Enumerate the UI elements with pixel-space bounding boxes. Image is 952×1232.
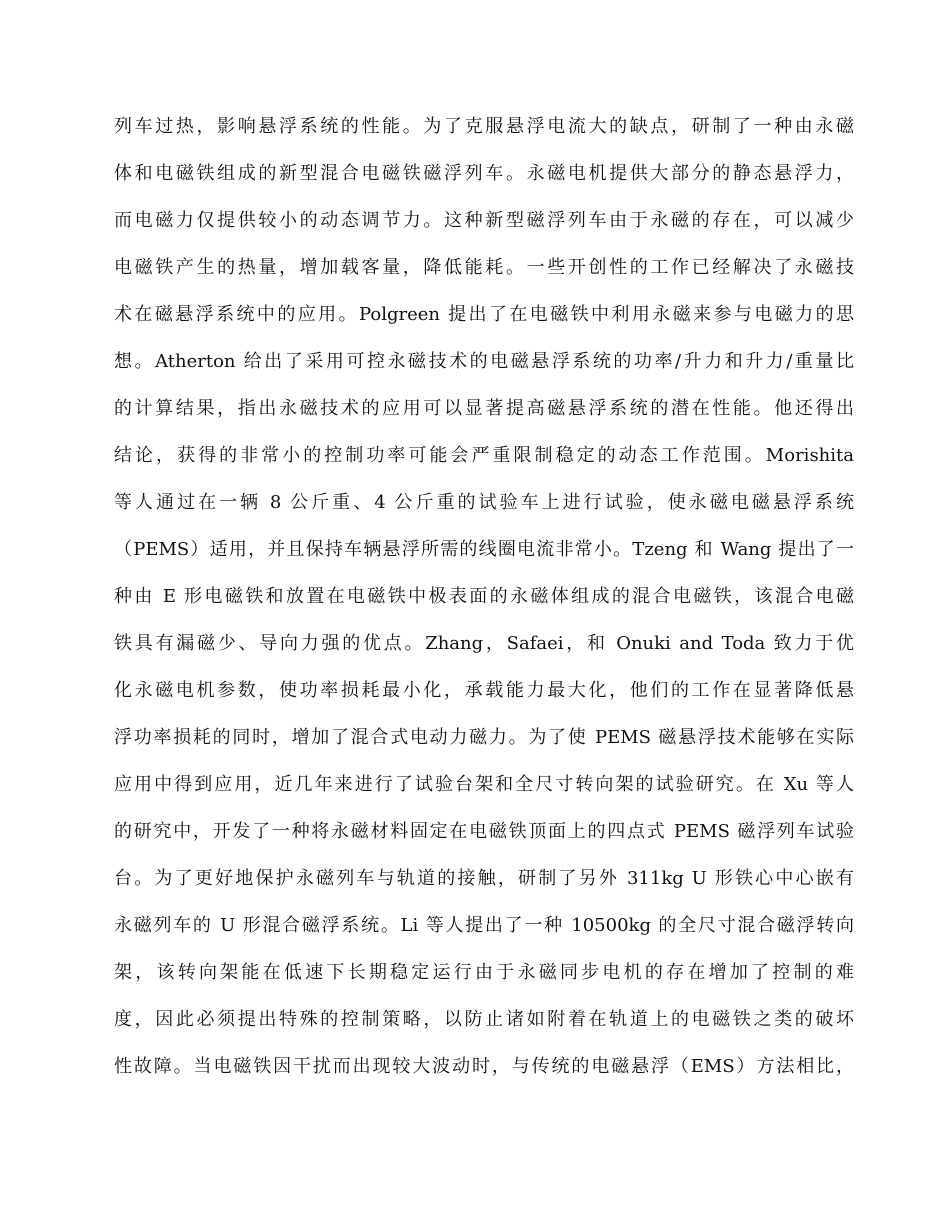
text-line: 化永磁电机参数，使功率损耗最小化，承载能力最大化，他们的工作在显著降低悬 xyxy=(114,680,854,701)
text-line: 列车过热，影响悬浮系统的性能。为了克服悬浮电流大的缺点，研制了一种由永磁 xyxy=(114,116,854,137)
text-line: 铁具有漏磁少、导向力强的优点。Zhang，Safaei，和 Onuki and Toda 致力于优 xyxy=(114,633,854,654)
text-line: 浮功率损耗的同时，增加了混合式电动力磁力。为了使 PEMS 磁悬浮技术能够在实际 xyxy=(114,727,854,748)
text-line: （PEMS）适用，并且保持车辆悬浮所需的线圈电流非常小。Tzeng 和 Wang 提出了一 xyxy=(114,539,854,560)
text-line: 台。为了更好地保护永磁列车与轨道的接触，研制了另外 311kg U 形铁心中心嵌有 xyxy=(114,868,854,889)
text-line: 而电磁力仅提供较小的动态调节力。这种新型磁浮列车由于永磁的存在，可以减少 xyxy=(114,210,854,231)
text-line: 的计算结果，指出永磁技术的应用可以显著提高磁悬浮系统的潜在性能。他还得出 xyxy=(114,398,854,419)
text-line: 度，因此必须提出特殊的控制策略，以防止诸如附着在轨道上的电磁铁之类的破坏 xyxy=(114,1009,854,1030)
text-line: 等人通过在一辆 8 公斤重、4 公斤重的试验车上进行试验，使永磁电磁悬浮系统 xyxy=(114,492,854,513)
text-line: 种由 E 形电磁铁和放置在电磁铁中极表面的永磁体组成的混合电磁铁，该混合电磁 xyxy=(114,586,854,607)
text-line: 电磁铁产生的热量，增加载客量，降低能耗。一些开创性的工作已经解决了永磁技 xyxy=(114,257,854,278)
text-line: 想。Atherton 给出了采用可控永磁技术的电磁悬浮系统的功率/升力和升力/重量比 xyxy=(114,351,854,372)
text-line: 架，该转向架能在低速下长期稳定运行由于永磁同步电机的存在增加了控制的难 xyxy=(114,962,854,983)
text-line: 性故障。当电磁铁因干扰而出现较大波动时，与传统的电磁悬浮（EMS）方法相比， xyxy=(114,1056,854,1077)
text-line: 的研究中，开发了一种将永磁材料固定在电磁铁顶面上的四点式 PEMS 磁浮列车试验 xyxy=(114,821,854,842)
text-line: 永磁列车的 U 形混合磁浮系统。Li 等人提出了一种 10500kg 的全尺寸混合磁浮转向 xyxy=(114,915,854,936)
text-line: 术在磁悬浮系统中的应用。Polgreen 提出了在电磁铁中利用永磁来参与电磁力的思 xyxy=(114,304,854,325)
text-line: 体和电磁铁组成的新型混合电磁铁磁浮列车。永磁电机提供大部分的静态悬浮力， xyxy=(114,163,854,184)
text-line: 应用中得到应用，近几年来进行了试验台架和全尺寸转向架的试验研究。在 Xu 等人 xyxy=(114,774,854,795)
text-line: 结论，获得的非常小的控制功率可能会严重限制稳定的动态工作范围。Morishita xyxy=(114,445,854,466)
